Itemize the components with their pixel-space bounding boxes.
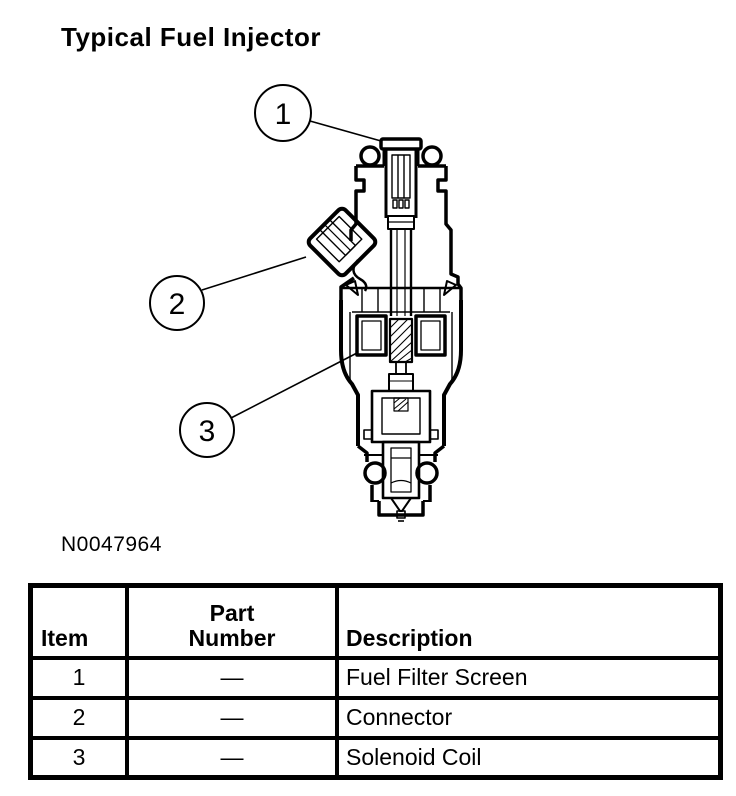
electrical-connector bbox=[307, 207, 378, 278]
header-part-line2: Number bbox=[188, 625, 276, 652]
table-row bbox=[31, 738, 721, 778]
row1-item: 1 bbox=[31, 658, 128, 698]
injector-cap bbox=[381, 139, 421, 149]
figure-code: N0047964 bbox=[61, 533, 162, 556]
row2-item: 2 bbox=[31, 698, 128, 738]
header-item: Item bbox=[31, 586, 128, 658]
page-title: Typical Fuel Injector bbox=[61, 22, 321, 52]
callout-1 bbox=[255, 85, 311, 141]
leader-line-1 bbox=[310, 121, 381, 141]
fuel-injector-illustration bbox=[307, 139, 461, 521]
callout-1-number: 1 bbox=[274, 98, 292, 131]
header-part-line1: Part bbox=[209, 599, 255, 626]
row1-part-number: — bbox=[127, 658, 337, 698]
parts-table-header-row bbox=[31, 586, 721, 658]
callout-2-number: 2 bbox=[168, 288, 186, 321]
callout-3 bbox=[180, 403, 234, 457]
leader-line-2 bbox=[202, 257, 306, 290]
callout-3-number: 3 bbox=[198, 415, 216, 448]
parts-table bbox=[28, 583, 723, 780]
upper-oring-right bbox=[423, 147, 441, 165]
upper-oring-left bbox=[361, 147, 379, 165]
row3-part-number: — bbox=[127, 738, 337, 778]
row1-description: Fuel Filter Screen bbox=[337, 658, 721, 698]
table-row bbox=[31, 658, 721, 698]
row2-description: Connector bbox=[337, 698, 721, 738]
row2-part-number: — bbox=[127, 698, 337, 738]
fuel-filter-screen bbox=[392, 155, 410, 208]
header-description: Description bbox=[337, 586, 721, 658]
header-part-number bbox=[127, 586, 337, 658]
leader-line-3 bbox=[231, 353, 357, 418]
callout-2 bbox=[150, 276, 204, 330]
row3-item: 3 bbox=[31, 738, 128, 778]
table-row bbox=[31, 698, 721, 738]
row3-description: Solenoid Coil bbox=[337, 738, 721, 778]
